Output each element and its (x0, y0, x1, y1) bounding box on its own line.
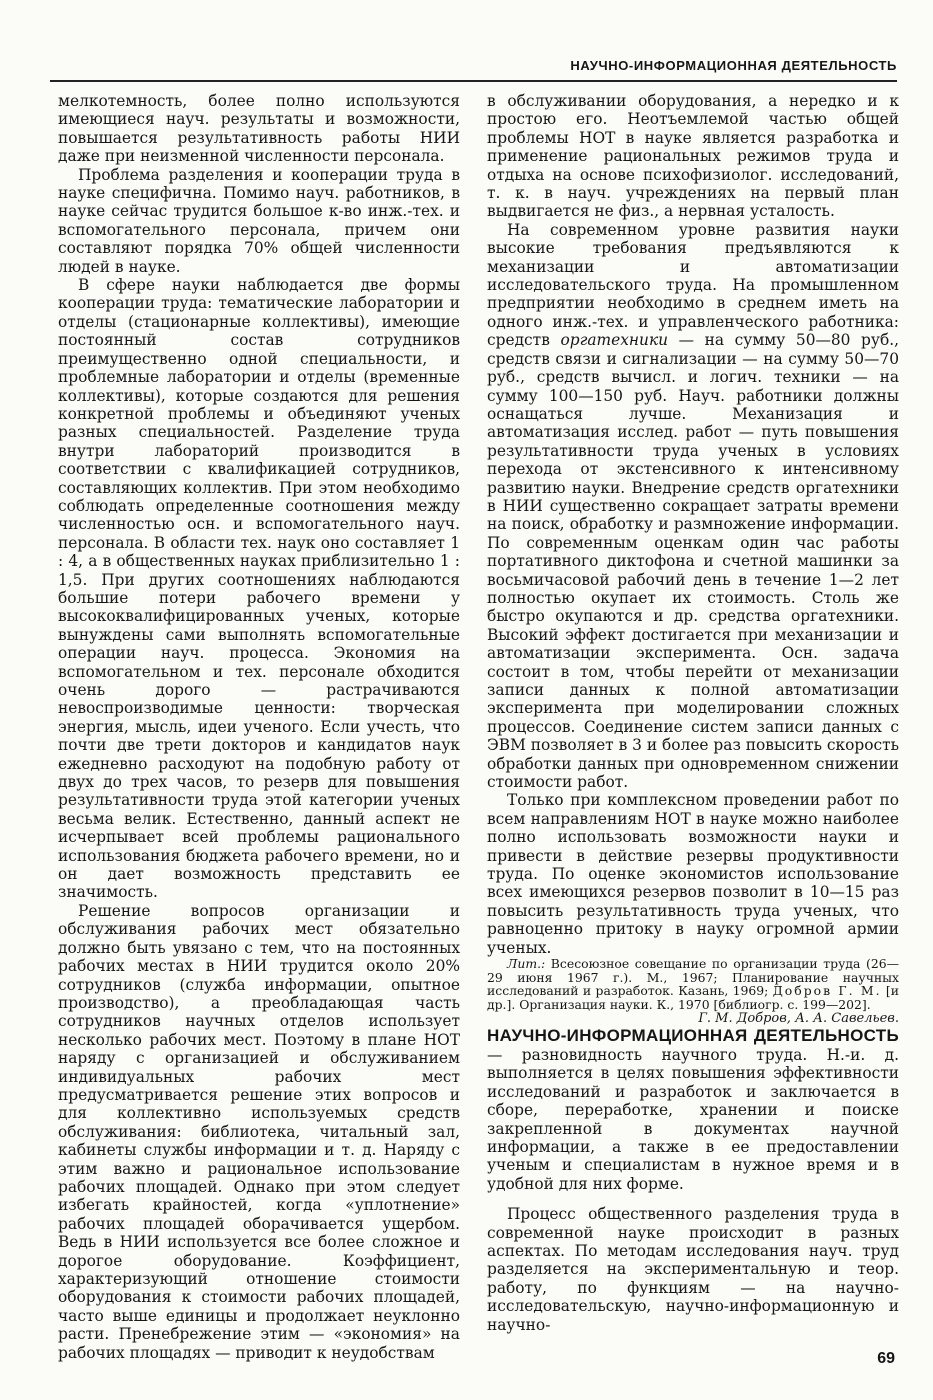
running-title: НАУЧНО-ИНФОРМАЦИОННАЯ ДЕЯТЕЛЬНОСТЬ (570, 58, 897, 73)
paragraph-division-process: Процесс общественного разделения труда в современной науке происходит в разных аспектах. По методам исследования науч. труд разделяется на экспериментальную и теор. работу, по функциям — на научно-исследовательскую, научно-информационную и научно- (487, 1205, 899, 1334)
paragraph-complex-approach: Только при комплексном проведении работ по всем направлениям НОТ в науке можно наиболее полно использовать возможности науки и привести в действие резервы продуктивности труда. По оценке экономистов использование всех имеющихся резервов позволит в 10—15 раз повысить результативность труда ученых, что равноценно притоку в науку огромной армии ученых. (487, 791, 899, 957)
literature-text-a: Всесоюзное совещание по организации труда (26—29 июня 1967 г.). М., 1967; Планирование научных исследований и разработок. Казань, 1969; (487, 956, 899, 999)
paragraph-equipment-service: в обслуживании оборудования, а нередко и к простою его. Неотъемлемой частью общей проблемы НОТ в науке является разработка и применение рациональных режимов труда и отдыха на основе психофизиолог. исследований, т. к. в науч. учреждениях на первый план выдвигается не физ., а нервная усталость. (487, 92, 899, 221)
right-column (487, 92, 899, 1334)
mechanization-text-end: — на сумму 50—80 руб., средств связи и сигнализации — на сумму 50—70 руб., средств вычисл. и логич. техники — на сумму 100—150 руб. Науч. работники должны оснащаться лучше. Механизация и автоматизация исслед. работ — путь повышения результативности труда ученых в условиях перехода от экстенсивного к интенсивному развитию науки. Внедрение средств оргатехники в НИИ существенно сокращает затраты времени на поиск, обработку и размножение информации. По современным оценкам один час работы портативного диктофона и счетной машинки за восьмичасовой рабочий день в течение 1—2 лет полностью окупает их стоимость. Столь же быстро окупаются и др. средства оргатехники. Высокий эффект достигается при механизации и автоматизации эксперимента. Осн. задача состоит в том, чтобы перейти от механизации записи данных к полной автоматизации эксперимента при моделировании сложных процессов. Соединение систем записи данных с ЭВМ позволяет в 3 и более раз повысить скорость обработки данных при одновременном снижении стоимости работ. (487, 331, 900, 792)
literature-author: Добров Г. М. (772, 983, 882, 999)
literature-label: Лит.: (507, 956, 546, 972)
paragraph-division-of-labor: Проблема разделения и кооперации труда в науке специфична. Помимо науч. работников, в науке сейчас трудится большое к-во инж.-тех. и вспомогательного персонала, причем они составляют порядка 70% общей численности людей в науке. (58, 165, 460, 276)
literature-text-b: [и др.]. Организация науки. К., 1970 [библиогр. с. 199—202]. (487, 983, 899, 1012)
encyclopedia-entry (487, 1027, 899, 1193)
mechanization-text-start: На современном уровне развития науки высокие требования предъявляются к механизации и автоматизации исследовательского труда. На промышленном предприятии необходимо в среднем иметь на одного инж.-тех. и управленческого работника: средств (487, 220, 899, 350)
header-rule (50, 80, 897, 82)
article-authors: Г. М. Добров, А. А. Савельев. (698, 1011, 899, 1027)
literature-references (487, 957, 899, 1011)
paragraph-continued: мелкотемность, более полно используются имеющиеся науч. результаты и возможности, повышается результативность работы НИИ даже при неизменной численности персонала. (58, 92, 460, 166)
left-column (58, 92, 460, 1362)
paragraph-cooperation-forms: В сфере науки наблюдается две формы кооперации труда: тематические лаборатории и отделы (стационарные коллективы), имеющие постоянный состав сотрудников преимущественно одной специальности, и проблемные лаборатории и отделы (временные коллективы), которые создаются для решения конкретной проблемы и объединяют ученых разных специальностей. Разделение труда внутри лабораторий производится в соответствии с квалификацией сотрудников, составляющих коллектив. При этом необходимо соблюдать определенные соотношения между численностью осн. и вспомогательного науч. персонала. В области тех. наук оно составляет 1 : 4, а в общественных науках приблизительно 1 : 1,5. При других соотношениях наблюдаются большие потери рабочего времени у высококвалифицированных ученых, которые вынуждены сами выполнять вспомогательные операции науч. процесса. Экономия на вспомогательном и тех. персонале обходится очень дорого — растрачиваются невоспроизводимые ценности: творческая энергия, мысль, идеи ученого. Если учесть, что почти две трети докторов и кандидатов наук ежедневно расходуют на подобную работу от двух до трех часов, то резерв для повышения результативности труда этой категории ученых весьма велик. Естественно, данный аспект не исчерпывает всей проблемы рационального использования бюджета рабочего времени, но и он дает возможность представить ее значимость. (58, 276, 460, 902)
term-orgtechnics: оргатехники (560, 331, 669, 350)
page-number: 69 (877, 1350, 895, 1367)
paragraph-mechanization (487, 221, 899, 792)
entry-headword: НАУЧНО-ИНФОРМАЦИОННАЯ ДЕЯТЕЛЬНОСТЬ (487, 1026, 899, 1046)
entry-definition: — разновидность научного труда. Н.-и. д. выполняется в целях повышения эффективности исследований и разработок и заключается в сборе, переработке, хранении и поиске закрепленной в документах научной информации, а также в ее предоставлении ученым и специалистам в нужное время и в удобной для них форме. (487, 1045, 899, 1193)
paragraph-workplaces: Решение вопросов организации и обслуживания рабочих мест обязательно должно быть увязано с тем, что на постоянных рабочих местах в НИИ трудится около 20% сотрудников (служба информации, опытное производство), а преобладающая часть сотрудников научных отделов использует несколько рабочих мест. Поэтому в плане НОТ наряду с организацией и обслуживанием индивидуальных рабочих мест предусматривается решение этих вопросов и для коллективно используемых средств обслуживания: библиотека, читальный зал, кабинеты службы информации и т. д. Наряду с этим важно и рациональное использование рабочих площадей. Однако при этом следует избегать крайностей, когда «уплотнение» рабочих площадей оборачивается ущербом. Ведь в НИИ используется все более сложное и дорогое оборудование. Коэффициент, характеризующий отношение стоимости оборудования к стоимости рабочих площадей, часто выше единицы и продолжает неуклонно расти. Пренебрежение этим — «экономия» на рабочих площадях — приводит к неудобствам (58, 901, 460, 1362)
